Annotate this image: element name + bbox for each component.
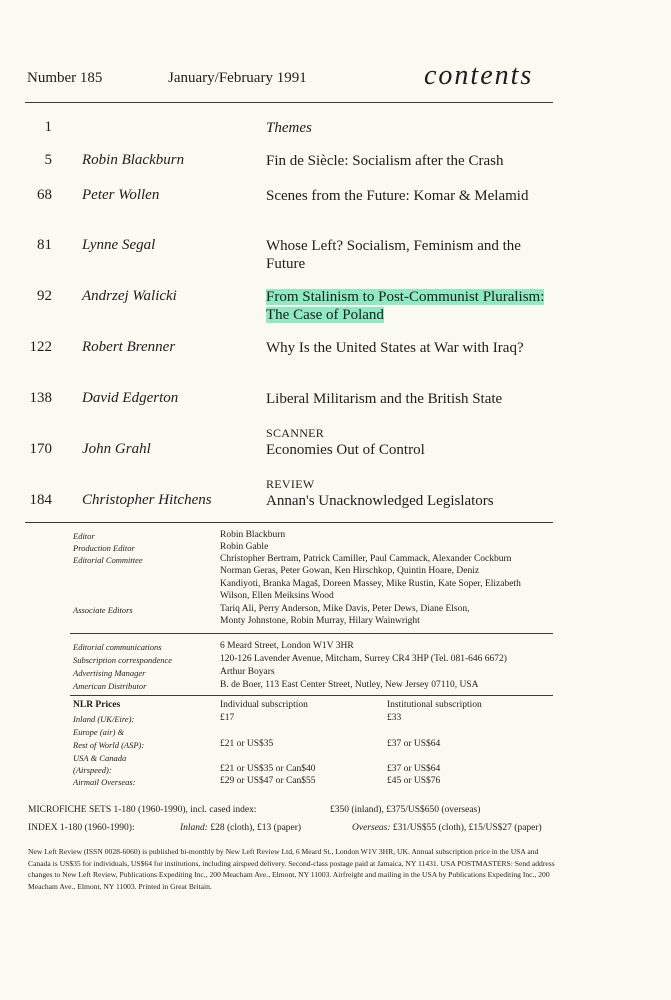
toc-title: Fin de Siècle: Socialism after the Crash: [266, 153, 504, 169]
staff-value: Robin Blackburn: [220, 530, 286, 540]
microfiche-label: MICROFICHE SETS 1-180 (1960-1990), incl. cased index:: [28, 805, 257, 815]
toc-title: From Stalinism to Post-Communist Pluralism: The Case of Poland: [266, 289, 545, 323]
price-region-label: Inland (UK/Eire):: [73, 714, 135, 724]
staff-label: Editorial Committee: [73, 555, 143, 565]
toc-page-number: 68: [37, 187, 52, 203]
price-region-label: Europe (air) &: [73, 727, 125, 737]
staff-value: Christopher Bertram, Patrick Camiller, Paul Cammack, Alexander Cockburn: [220, 554, 512, 564]
issue-date: January/February 1991: [168, 70, 307, 86]
staff-value: Norman Geras, Peter Gowan, Ken Hirschkop, Quintin Hoare, Deniz: [220, 566, 480, 577]
prices-col-institutional: Institutional subscription: [387, 700, 482, 710]
address-value: Arthur Boyars: [220, 667, 275, 677]
toc-page-number: 138: [29, 390, 52, 406]
address-rule: [70, 695, 553, 696]
address-label: American Distributor: [73, 681, 147, 691]
toc-author: Robert Brenner: [82, 339, 176, 355]
toc-page-number: 170: [29, 441, 52, 457]
toc-title: Themes: [266, 120, 312, 136]
price-region-label: Airmail Overseas:: [73, 777, 136, 787]
toc-title-block: [266, 339, 556, 357]
toc-title: Whose Left? Socialism, Feminism and the Future: [266, 238, 521, 272]
index-overseas-value: £31/US$55 (cloth), £15/US$27 (paper): [392, 823, 542, 833]
staff-label: Associate Editors: [73, 605, 133, 615]
toc-page-number: 184: [29, 492, 52, 508]
price-individual: £21 or US$35 or Can$40: [220, 764, 316, 774]
prices-col-individual: Individual subscription: [220, 700, 308, 710]
address-value: B. de Boer, 113 East Center Street, Nutley, New Jersey 07110, USA: [220, 680, 479, 690]
toc-section-kicker: REVIEW: [266, 477, 315, 491]
index-inland-value: £28 (cloth), £13 (paper): [210, 823, 302, 833]
index-overseas-label: Overseas:: [352, 823, 391, 833]
price-institutional: £37 or US$64: [387, 739, 441, 749]
toc-author: John Grahl: [82, 441, 151, 457]
address-value: 6 Meard Street, London W1V 3HR: [220, 641, 354, 651]
index-overseas: [352, 823, 542, 833]
toc-author: Lynne Segal: [82, 237, 156, 253]
price-institutional: £33: [387, 713, 402, 723]
staff-value: Monty Johnstone, Robin Murray, Hilary Wainwright: [220, 616, 420, 627]
toc-title: Economies Out of Control: [266, 442, 425, 458]
toc-page-number: 1: [44, 119, 52, 135]
toc-title-block: [266, 237, 556, 273]
toc-author: Peter Wollen: [82, 187, 160, 203]
staff-value: Wilson, Ellen Meiksins Wood: [220, 590, 334, 601]
price-individual: £29 or US$47 or Can$55: [220, 776, 316, 786]
toc-author: Robin Blackburn: [82, 152, 185, 168]
toc-title: Scenes from the Future: Komar & Melamid: [266, 188, 529, 204]
toc-rule: [25, 522, 553, 523]
address-label: Advertising Manager: [73, 668, 146, 678]
toc-section-kicker: SCANNER: [266, 426, 325, 440]
staff-value: Tariq Ali, Perry Anderson, Mike Davis, Peter Dews, Diane Elson,: [220, 604, 470, 614]
publication-notice: New Left Review (ISSN 0028-6060) is published bi-monthly by New Left Review Ltd, 6 Meard St., London W1V 3HR, UK. Annual subscription price in the USA and Canada is US$35 for individuals, US$64 for institutions, including airspeed delivery. Second-class postage paid at Jamaica, NY 11431. USA POSTMASTERS: Send address changes to New Left Review, Publications Expediting Inc., 200 Meacham Ave., Elmont, NY 11003. Airfreight and mailing in the USA by Publications Expediting Inc., 200 Meacham Ave., Elmont, NY 11003. Printed in Great Britain.: [28, 847, 555, 891]
toc-author: Christopher Hitchens: [82, 492, 212, 508]
address-label: Editorial communications: [73, 642, 162, 652]
toc-title-block: [266, 476, 556, 510]
header-rule: [25, 102, 553, 103]
price-region-label: (Airspeed):: [73, 765, 112, 775]
staff-value: Robin Gable: [220, 542, 269, 552]
toc-title-block: [266, 390, 556, 408]
price-individual: £21 or US$35: [220, 739, 274, 749]
index-inland: [180, 823, 301, 833]
issue-number: Number 185: [27, 70, 103, 86]
prices-heading: NLR Prices: [73, 700, 121, 710]
contents-heading: contents: [424, 60, 534, 91]
toc-title-block: [266, 425, 556, 459]
toc-page-number: 81: [37, 237, 52, 253]
price-region-label: Rest of World (ASP):: [73, 740, 145, 750]
price-individual: £17: [220, 713, 235, 723]
address-value: 120-126 Lavender Avenue, Mitcham, Surrey CR4 3HP (Tel. 081-646 6672): [220, 654, 507, 664]
index-inland-label: Inland:: [180, 823, 208, 833]
toc-title-block: [266, 152, 556, 170]
toc-title: Why Is the United States at War with Iraq?: [266, 340, 524, 356]
toc-title-block: [266, 119, 556, 137]
price-institutional: £45 or US$76: [387, 776, 441, 786]
toc-page-number: 122: [29, 339, 52, 355]
staff-label: Editor: [73, 531, 95, 541]
price-institutional: £37 or US$64: [387, 764, 441, 774]
price-region-label: USA & Canada: [73, 753, 127, 763]
toc-title: Liberal Militarism and the British State: [266, 391, 503, 407]
toc-page-number: 92: [37, 288, 52, 304]
toc-author: Andrzej Walicki: [82, 288, 177, 304]
toc-title-block: [266, 187, 556, 205]
toc-title: Annan's Unacknowledged Legislators: [266, 493, 494, 509]
toc-title-block: [266, 288, 556, 324]
staff-label: Production Editor: [73, 543, 135, 553]
staff-value: Kandiyoti, Branka Magaš, Doreen Massey, Mike Rustin, Kate Soper, Elizabeth: [220, 578, 521, 589]
address-label: Subscription correspondence: [73, 655, 173, 665]
toc-author: David Edgerton: [82, 390, 179, 406]
index-label: INDEX 1-180 (1960-1990):: [28, 823, 135, 833]
microfiche-value: £350 (inland), £375/US$650 (overseas): [330, 805, 481, 815]
toc-page-number: 5: [44, 152, 52, 168]
staff-rule: [70, 633, 553, 634]
